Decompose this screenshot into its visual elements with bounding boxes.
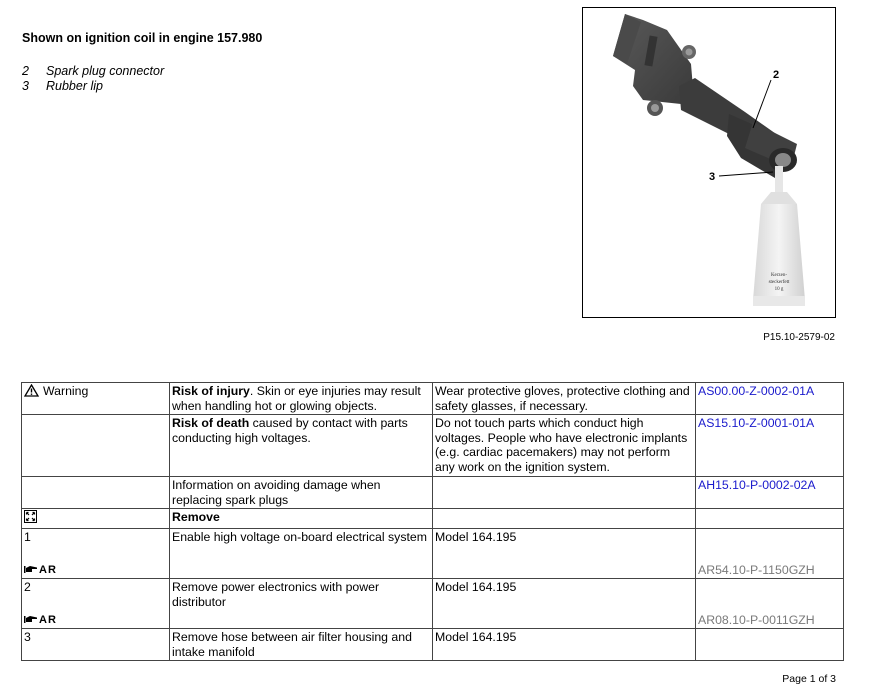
page-number: Page 1 of 3 bbox=[782, 673, 836, 685]
ignition-coil-figure bbox=[582, 7, 836, 318]
step-model: Model 164.195 bbox=[433, 579, 696, 629]
measure-cell: Wear protective gloves, protective clothing and safety glasses, if necessary. bbox=[433, 383, 696, 415]
tube-label: Kerzen- bbox=[770, 273, 788, 278]
measure-cell: Do not touch parts which conduct high voltages. People who have electronic implants (e.g. cardiac pacemakers) may not perform any work on the ignition system. bbox=[433, 415, 696, 477]
legend-number: 3 bbox=[22, 79, 29, 93]
hand-pointer-icon bbox=[24, 565, 38, 574]
reference-link[interactable]: AR08.10-P-0011GZH bbox=[698, 612, 815, 627]
reference-cell bbox=[696, 383, 844, 415]
ar-label: AR bbox=[39, 613, 57, 626]
reference-cell bbox=[696, 529, 844, 579]
section-title-remove: Remove bbox=[170, 509, 433, 529]
remove-icon bbox=[24, 510, 37, 523]
reference-cell bbox=[696, 477, 844, 509]
section-heading: Shown on ignition coil in engine 157.980 bbox=[22, 31, 263, 45]
step-number: 3 bbox=[22, 629, 170, 661]
step-model: Model 164.195 bbox=[433, 529, 696, 579]
callout-2: 2 bbox=[773, 69, 780, 81]
ar-badge[interactable] bbox=[24, 613, 57, 628]
table-row bbox=[22, 629, 844, 661]
risk-text: caused by contact with parts conducting high voltages. bbox=[172, 416, 408, 445]
table-row bbox=[22, 509, 844, 529]
figure-legend bbox=[22, 64, 164, 94]
table-row bbox=[22, 529, 844, 579]
step-number: 1 bbox=[24, 530, 31, 544]
legend-item bbox=[22, 79, 164, 94]
empty-cell bbox=[22, 477, 170, 509]
risk-text: . Skin or eye injuries may result when handling hot or glowing objects. bbox=[172, 384, 421, 413]
step-number: 2 bbox=[24, 580, 31, 594]
table-row bbox=[22, 415, 844, 477]
empty-cell bbox=[433, 477, 696, 509]
risk-title: Risk of injury bbox=[172, 384, 250, 398]
ignition-coil-illustration bbox=[583, 8, 835, 317]
reference-cell bbox=[696, 579, 844, 629]
empty-cell bbox=[696, 509, 844, 529]
hand-pointer-icon bbox=[24, 615, 38, 624]
legend-item bbox=[22, 64, 164, 79]
step-description: Remove power electronics with power distributor bbox=[170, 579, 433, 629]
step-model: Model 164.195 bbox=[433, 629, 696, 661]
warning-label: Warning bbox=[43, 384, 89, 398]
step-description: Remove hose between air filter housing and intake manifold bbox=[170, 629, 433, 661]
risk-cell bbox=[170, 415, 433, 477]
table-row bbox=[22, 477, 844, 509]
step-description: Enable high voltage on-board electrical system bbox=[170, 529, 433, 579]
table-row bbox=[22, 579, 844, 629]
ar-label: AR bbox=[39, 563, 57, 576]
risk-cell bbox=[170, 383, 433, 415]
tube-label: steckerfett bbox=[768, 280, 790, 285]
callout-3: 3 bbox=[709, 171, 716, 183]
empty-cell bbox=[433, 509, 696, 529]
reference-link[interactable]: AR54.10-P-1150GZH bbox=[698, 562, 815, 577]
reference-link[interactable]: AS00.00-Z-0002-01A bbox=[698, 384, 815, 398]
procedure-table bbox=[21, 382, 844, 661]
icon-cell bbox=[22, 509, 170, 529]
empty-cell bbox=[696, 629, 844, 661]
empty-cell bbox=[22, 415, 170, 477]
reference-cell bbox=[696, 415, 844, 477]
legend-label: Rubber lip bbox=[46, 79, 103, 93]
info-cell: Information on avoiding damage when replacing spark plugs bbox=[170, 477, 433, 509]
step-number-cell bbox=[22, 579, 170, 629]
legend-number: 2 bbox=[22, 64, 29, 78]
figure-caption: P15.10-2579-02 bbox=[763, 332, 835, 343]
reference-link[interactable]: AH15.10-P-0002-02A bbox=[698, 478, 816, 492]
warning-cell bbox=[22, 383, 170, 415]
legend-label: Spark plug connector bbox=[46, 64, 165, 78]
reference-link[interactable]: AS15.10-Z-0001-01A bbox=[698, 416, 815, 430]
table-row bbox=[22, 383, 844, 415]
risk-title: Risk of death bbox=[172, 416, 250, 430]
ar-badge[interactable] bbox=[24, 563, 57, 578]
tube-label: 10 g bbox=[774, 287, 784, 292]
step-number-cell bbox=[22, 529, 170, 579]
warning-triangle-icon bbox=[24, 384, 39, 397]
